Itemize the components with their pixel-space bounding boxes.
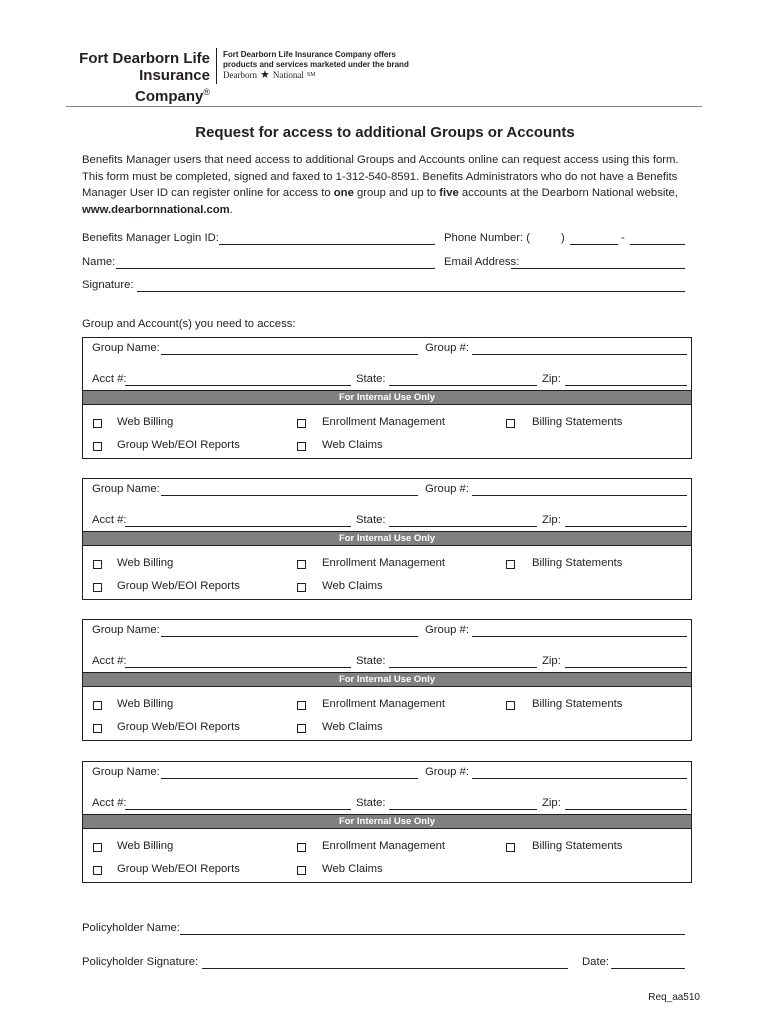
state-label: State:	[356, 797, 386, 809]
group-web-eoi-checkbox[interactable]	[93, 866, 102, 875]
group-number-label: Group #:	[425, 624, 469, 636]
brand-tagline	[223, 50, 423, 70]
billing-statements-checkbox[interactable]	[506, 419, 515, 428]
web-billing-label: Web Billing	[117, 416, 174, 428]
acct-label: Acct #:	[92, 514, 127, 526]
email-field[interactable]	[511, 268, 685, 269]
acct-label: Acct #:	[92, 797, 127, 809]
enrollment-management-checkbox[interactable]	[297, 560, 306, 569]
web-claims-checkbox[interactable]	[297, 442, 306, 451]
phone-close-paren: )	[561, 232, 565, 244]
brand-right: National	[272, 70, 304, 80]
logo-divider	[216, 48, 217, 84]
internal-use-banner: For Internal Use Only	[83, 390, 691, 405]
enrollment-management-checkbox[interactable]	[297, 419, 306, 428]
intro-text-1: Benefits Manager users that need access to additional Groups and Accounts online can request access using this form. This form must be completed, signed and faxed to 1-312-540-8591. Benefits Administrators who do not have a Benefits Manager User ID can register online for access to	[82, 154, 679, 200]
group-name-label: Group Name:	[92, 624, 160, 636]
internal-use-banner: For Internal Use Only	[83, 531, 691, 546]
web-claims-checkbox[interactable]	[297, 724, 306, 733]
intro-one: one	[333, 187, 354, 200]
intro-text-2: group and up to	[353, 187, 440, 200]
web-claims-label: Web Claims	[322, 580, 383, 592]
acct-label: Acct #:	[92, 655, 127, 667]
signature-field[interactable]	[137, 291, 685, 292]
group-number-field[interactable]	[472, 495, 687, 496]
groups-heading: Group and Account(s) you need to access:	[82, 318, 296, 330]
group-number-label: Group #:	[425, 483, 469, 495]
billing-statements-label: Billing Statements	[532, 698, 623, 710]
phone-dash: -	[621, 232, 625, 244]
web-billing-label: Web Billing	[117, 698, 174, 710]
group-number-field[interactable]	[472, 636, 687, 637]
date-label: Date:	[582, 956, 610, 968]
web-billing-checkbox[interactable]	[93, 560, 102, 569]
tagline-line2: products and services marketed under the brand	[223, 60, 409, 69]
acct-field[interactable]	[125, 526, 351, 527]
group-web-eoi-label: Group Web/EOI Reports	[117, 580, 240, 592]
brand-left: Dearborn	[223, 70, 257, 80]
email-label: Email Address:	[444, 256, 520, 268]
web-billing-label: Web Billing	[117, 840, 174, 852]
policyholder-signature-label: Policyholder Signature:	[82, 956, 199, 968]
acct-field[interactable]	[125, 667, 351, 668]
zip-label: Zip:	[542, 514, 561, 526]
acct-field[interactable]	[125, 385, 351, 386]
group-name-label: Group Name:	[92, 342, 160, 354]
zip-field[interactable]	[565, 526, 687, 527]
state-label: State:	[356, 373, 386, 385]
state-field[interactable]	[389, 526, 537, 527]
enrollment-management-label: Enrollment Management	[322, 698, 446, 710]
billing-statements-checkbox[interactable]	[506, 701, 515, 710]
zip-field[interactable]	[565, 667, 687, 668]
web-claims-checkbox[interactable]	[297, 583, 306, 592]
web-claims-checkbox[interactable]	[297, 866, 306, 875]
state-label: State:	[356, 655, 386, 667]
phone-line-field[interactable]	[630, 244, 685, 245]
group-name-field[interactable]	[161, 636, 418, 637]
state-field[interactable]	[389, 385, 537, 386]
group-box-4	[82, 761, 692, 883]
group-web-eoi-label: Group Web/EOI Reports	[117, 863, 240, 875]
group-web-eoi-label: Group Web/EOI Reports	[117, 721, 240, 733]
logo-line1: Fort Dearborn Life	[79, 50, 210, 67]
brand-tm: SM	[306, 72, 316, 78]
login-id-field[interactable]	[219, 244, 435, 245]
zip-label: Zip:	[542, 797, 561, 809]
group-box-1	[82, 337, 692, 459]
web-billing-checkbox[interactable]	[93, 701, 102, 710]
date-field[interactable]	[611, 968, 685, 969]
state-label: State:	[356, 514, 386, 526]
zip-label: Zip:	[542, 373, 561, 385]
enrollment-management-label: Enrollment Management	[322, 557, 446, 569]
group-web-eoi-checkbox[interactable]	[93, 724, 102, 733]
header-divider	[66, 106, 702, 107]
group-name-label: Group Name:	[92, 483, 160, 495]
login-id-label: Benefits Manager Login ID:	[82, 232, 219, 244]
name-field[interactable]	[116, 268, 435, 269]
web-billing-label: Web Billing	[117, 557, 174, 569]
policyholder-name-field[interactable]	[180, 934, 685, 935]
group-box-3	[82, 619, 692, 741]
zip-label: Zip:	[542, 655, 561, 667]
group-name-field[interactable]	[161, 495, 418, 496]
group-web-eoi-checkbox[interactable]	[93, 442, 102, 451]
intro-five: five	[439, 187, 459, 200]
enrollment-management-checkbox[interactable]	[297, 843, 306, 852]
web-billing-checkbox[interactable]	[93, 419, 102, 428]
policyholder-signature-field[interactable]	[202, 968, 568, 969]
group-number-field[interactable]	[472, 778, 687, 779]
group-web-eoi-checkbox[interactable]	[93, 583, 102, 592]
acct-field[interactable]	[125, 809, 351, 810]
name-label: Name:	[82, 256, 116, 268]
zip-field[interactable]	[565, 385, 687, 386]
billing-statements-label: Billing Statements	[532, 557, 623, 569]
enrollment-management-label: Enrollment Management	[322, 416, 446, 428]
group-name-label: Group Name:	[92, 766, 160, 778]
enrollment-management-label: Enrollment Management	[322, 840, 446, 852]
brand-logo	[223, 70, 316, 80]
logo-line2: Insurance Company	[135, 67, 210, 105]
group-box-2	[82, 478, 692, 600]
group-number-field[interactable]	[472, 354, 687, 355]
group-number-label: Group #:	[425, 766, 469, 778]
policyholder-name-label: Policyholder Name:	[82, 922, 180, 934]
web-claims-label: Web Claims	[322, 439, 383, 451]
registered-mark: ®	[203, 87, 210, 97]
billing-statements-label: Billing Statements	[532, 416, 623, 428]
company-logo	[66, 50, 210, 105]
group-name-field[interactable]	[161, 354, 418, 355]
group-name-field[interactable]	[161, 778, 418, 779]
phone-prefix-field[interactable]	[570, 244, 618, 245]
intro-paragraph	[82, 152, 692, 219]
internal-use-banner: For Internal Use Only	[83, 814, 691, 829]
web-claims-label: Web Claims	[322, 721, 383, 733]
web-billing-checkbox[interactable]	[93, 843, 102, 852]
state-field[interactable]	[389, 667, 537, 668]
page-title: Request for access to additional Groups or Accounts	[195, 124, 575, 141]
billing-statements-checkbox[interactable]	[506, 843, 515, 852]
internal-use-banner: For Internal Use Only	[83, 672, 691, 687]
group-number-label: Group #:	[425, 342, 469, 354]
zip-field[interactable]	[565, 809, 687, 810]
enrollment-management-checkbox[interactable]	[297, 701, 306, 710]
phone-label: Phone Number: (	[444, 232, 531, 244]
acct-label: Acct #:	[92, 373, 127, 385]
state-field[interactable]	[389, 809, 537, 810]
billing-statements-checkbox[interactable]	[506, 560, 515, 569]
star-icon: ★	[259, 69, 270, 81]
intro-text-4: .	[229, 204, 233, 217]
billing-statements-label: Billing Statements	[532, 840, 623, 852]
website-link[interactable]: www.dearbornnational.com	[82, 204, 230, 217]
form-code: Req_aa510	[648, 992, 700, 1003]
tagline-line1: Fort Dearborn Life Insurance Company offers	[223, 50, 396, 59]
intro-text-3: accounts at the Dearborn National website,	[458, 187, 678, 200]
signature-label: Signature:	[82, 279, 134, 291]
web-claims-label: Web Claims	[322, 863, 383, 875]
group-web-eoi-label: Group Web/EOI Reports	[117, 439, 240, 451]
